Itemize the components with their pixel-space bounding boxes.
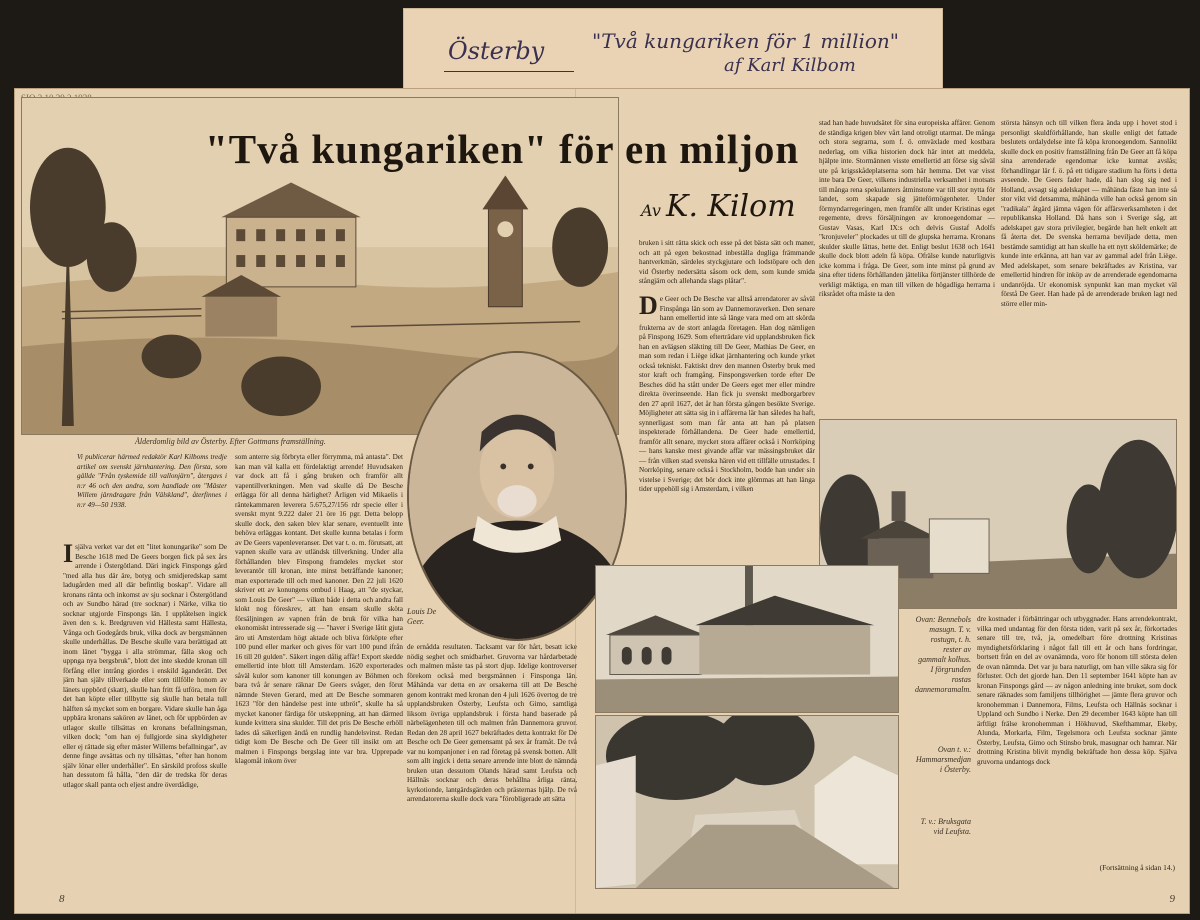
leufsta-street-photo xyxy=(595,715,899,889)
column-4: stad han hade huvudsätet för sina europeiska affärer. Genom de ständiga krigen blev vårt land otroligt utarmat. De många och stora segrarna, som f. ö. omväxlade med kostbara nederlag, om vilka historien dock här intet att meddela, hjälpte inte. Stormännen visste emellertid att förse sig såväl ute på krigsskådeplatserna som här hemma. Det var visst inte bara De Geer, vilkens industriella verksamhet i motsats till många rena spekulanters åtminstone var till stor nytta för landet, som skapade sig jätteförmögenheter. Under förmyndarregeringen, men framför allt under Kristinas eget regemente, drevs försäljningen av kronoegendomar — Gustav Vasas, Karl IX:s och delvis Gustaf Adolfs "kronjuveler" plockades ut till de glupska herrarna. Kronans skulder skulle lättas, hette det. Enligt beslut 1638 och 1641 skulle dock blott adeln få köpa. Ofrälse kunde naturligtvis icke komma i fråga. De Geer, som inte minst på grund av sina efter tidens förhållanden jättelika förtjänster tillhörde de verkligt mäktiga, en man till vilken de högadliga herrarna i riksrådet ofta måste ta den xyxy=(819,119,995,298)
dropcap-i: I xyxy=(63,543,74,568)
landscape-caption: Ålderdomlig bild av Österby. Efter Gottmans framställning. xyxy=(135,437,326,446)
page-number-left: 8 xyxy=(59,893,65,905)
article-byline xyxy=(641,189,796,224)
dropcap-d: D xyxy=(639,295,658,320)
leufsta-caption: T. v.: Bruksgata vid Leufsta. xyxy=(920,817,971,836)
bennebol-caption: Ovan: Bennebols masugn. T. v. rostugn, t. h. rester av gammalt kolhus. I förgrunden rostas dannemoramalm. xyxy=(915,615,972,694)
continued-note: (Fortsättning å sidan 14.) xyxy=(1099,863,1175,872)
hammarsmedjan-photo xyxy=(595,565,899,713)
louis-de-geer-portrait xyxy=(407,351,627,641)
note-author: af Karl Kilbom xyxy=(724,55,856,76)
portrait-caption: Louis De Geer. xyxy=(407,607,437,626)
intro-paragraph: Vi publicerar härmed redaktör Karl Kilboms tredje artikel om svenskt järnhantering. Den första, som gällde "Från tyskemide till vallonjärn", återgavs i n:r 46 och den andra, som handlade om "Mäster Willem järndragare från Välskland", återfinnes i n:r 49—50 1938. xyxy=(77,453,227,509)
column-3a: bruken i sitt rätta skick och esse på det bästa sätt och maner, och att på egen bekostnad inbeställa dugliga främmande hantverkmän, särdeles styckgjutare och lodstöpare och den vid Österby nedersätta såsom ock dem, som kunde smida stångjärn och allehanda slags plåtar". xyxy=(639,239,815,285)
column-3b-text: e Geer och De Besche var alltså arrendatorer av såväl Finspånga län som av Dannemoraverken. Den senare hann emellertid inte så länge vara med om att skörda frukterna av de stort anlagda företagen. Han dog nämligen på Finspong 1629. Som efterträdare vid upplandsbruken fick han en avlägsen släkting till De Geer, Mathias De Geer, en man som redan i Liège idkat järnhantering och kunde yrket också tekniskt. Faktiskt drev den mannen Österby bruk med stor kraft och framgång. Finspongsverken torde efter De Besches död ha stått under De Geers eget mer eller mindre direkta överinseende. Han fick ju svenskt medborgarbrev den 27 april 1627, det år han första gången besökte Sverige. Möjligheter att sätta sig in i affärerna lär han således ha haft, synnerligast som man får anta att han på platsen inspekterade förhållandena. De Geer hade emellertid, framför allt senare, mycket stora affärer också i Norrköping — hans kanske mest givande affär var mässingsbruket där — från vilken stad svenska hären vid ett tillfälle utrustades. I Norrköping, senare också i Stockholm, bodde han under sin vistelse i Sverige; det bör dock inte glömmas att han länga tider uppehöll sig i Amsterdam, i vilken xyxy=(639,295,815,493)
byline-prefix: Av xyxy=(641,201,661,220)
article-headline: "Två kungariken" för en miljon xyxy=(205,126,800,172)
note-title: "Två kungariken för 1 million" xyxy=(592,29,899,53)
handwritten-note xyxy=(403,8,943,90)
column-3b xyxy=(639,295,815,555)
column-1 xyxy=(63,543,227,863)
page-number-right: 9 xyxy=(1169,893,1175,905)
column-6: dre kostnader i förbättringar och utbyggnader. Hans arrendekontrakt, vilka med undantag för den första tiden, varit på sex år, förkortades senare till tre, två, ja, omedelbart före drottning Kristinas myndighetsförklaring i något fall till ett år och hans fordringar, bortsett från en del av ovanämnda, voro för honom till största delen de ovan nämnda. Det var ju bara naturligt, om han ville säkra sig för förluster. Och det gjorde han. Den 11 september 1641 köpte han av kronan Finspongs gård — av någon anledning inte bruket, som dock senare räknades som familjens tillhörighet — jämte flera gruvor och kronohemman i Dannemora, Films, Leufsta och Hällnäs socknar i Uppland och Sundbo i Nerke. Den 29 december 1643 köpte han till ärftligt frälse kronohemman i Hökhuvud, Skefthammar, Ekeby, Alunda, Morkarla, Film, Tegelsmora och Leufsta socknar jämte Österby, Leufsta, Gimo och Stinsbo bruk, masugnar och hamrar. När drottning Kristina blivit myndig bekräftade hon dessa köp. Själva gruvorna undantogs dock xyxy=(977,615,1177,766)
hammarsmedjan-caption: Ovan t. v.: Hammarsmedjan i Österby. xyxy=(915,745,971,774)
column-3c: de ernådda resultaten. Tacksamt var för hårt, besatt icke nödig seghet och smidbarhet. Gruvorna var hårdarbetade och malmen måste tas på stort djup. Idelige kontroverser förekom också med bergsmännen i Finsponga län. Måhända var detta en av orsakerna till att De Besche genom kontrakt med kronan den 4 juli 1626 övertog de tre upplandsbruken Österby, Leufsta och Gimo, samtliga liksom övriga upplandsbruk i första hand baserade på närbelägenheten till och malmen från Dannemora gruvor. Redan den 28 april 1627 bekräftades detta kontrakt för De Besche och De Geer gemensamt på sex år framåt. De två var nu kompanjoner i en rad företag på svensk botten. Allt som allt ingick i detta senare arrende inte blott de nämnda bruken utan dessutom Olands härad samt Leufsta och Hällnäs socknar och deras behållna årliga ränta, kyrkotionde, lantgärdsgärden och prästernas hjälp. De två arrendatorerna skulle dock vara "förobligerade att sätta xyxy=(407,643,577,803)
column-5: största hänsyn och till vilken flera ända upp i hovet stod i personligt skuldförhållande, han skulle enligt det fattade beslutets ordalydelse inte få köpa kronoegendom. Sannolikt skulle dock en positiv framställning från De Geer att få köpa sina arrenderade egendomar icke kunnat avslås; förhandlingar lär f. ö. på ett tidigare stadium ha förts i detta avseende. De Geers fader hade, då han slog sig ned i Holland, avsagt sig adelskapet — måhända fäste han inte så stor vikt vid detsamma, måhända ville han också genom sin "radikala" åtgärd jämna vägen för affärsverksamheten i det republikanska Holland. Då hans son i Sverige såg, att adelskapet gav stora privilegier, begärde han helt enkelt att få återta det. De svenska herrarna beviljade detta, men bestämde samtidigt att han skulle ha ett nytt sköldemärke; de kunde inte erkänna, att han var av gammal adel från Liège. Med adelskapet, som senare bekräftades av Kristina, var emellertid hindren för inköp av de arrenderade egendomarna undanröjda. Ur ekonomisk synpunkt kan man mycket väl förstå De Geer. Han hade på de arrenderade bruken lagt ned större eller min- xyxy=(1001,119,1177,308)
column-1-text: själva verket var det ett "litet konungarike" som De Besche 1618 med De Geers borgen fick på sex års arrende i Östergötland. Däri ingick Finspongs gård "med alla hus där äre, botyg och smidjeredskap samt ladugården med all där befintlig boskap". Vidare all kronans ränta och inkomst av sju socknar i Östergötland och av Sundbo härad (tre socknar) i Närke, vilka tio socknar utgjorde Finspongs län. I upplåtelsen ingick även den s. k. Bredgruven vid Hällesta samt Hällesta, Vånga och Godegårds bruk, vilka dock av bergsmännen skulle underhållas. De Besche skulle vara berättigad att inom länet "bygga i alla strömmar, fälla skog och uppnga nya bergsbruk", blott det inte skedde kronan till förfång eller intrång giordes i enskild äganderätt. Det järn han själv tillverkade eller som tillfölle honom av länets uppbörd (skatt), skulle han fritt få utföra, men för det han köpte eller tillbytte sig skulle han betala tull hälften så mycket som en borgare. Vidare skulle han åga uppbära kronans sakören av länet, och för uppbörden av utlagor skulle tillsättas en kronans befallningsman, vilken dock; "om han ej fullgjorde sina skyldigheter eller ej rättade sig efter mäster Willems befallningar", av denne finge avsättas och ny tillsättas, "efter han honom själv lönar eller underhåller". En särskild profoss skulle han dessutom få hålla, "den där de tredska för deras utlagor skall panta och eljest andre överdådige, xyxy=(63,543,227,789)
column-2: som anterre sig förbryta eller förrymma, må antasta". Det kan man väl kalla ett fördelaktigt arrende! Huvudsaken var dock att få i gång bruken och framför allt vapentillverkningen. Men vad skulle då De Besche erlägga för all denna härlighet? Årligen vid Mikaelis i räntekammaren leverera 5.675,27/156 rdr specie eller i svenskt mynt 9.222 daler 21 öre 16 pgr. Detta belopp skulle dock, den saken blev klar senare, eventuellt inte behöva erläggas kontant. Det skulle kunna betalas i form av De Geers vapenleveranser. Det var t. o. m. förutsatt, att vapnen skulle vara av utländsk tillverkning. Under alla förhållanden blev Finspong framdeles mycket stor leverantör till kronan, inte minst beträffande kanoner; man exporterade till och med kanoner. Den 22 juli 1620 skriver ett av konungens ombud i Haag, att "de styckar, som Louis De Geer" — vilken både i detta och andra fall klokt nog föreskrev, att han ensam skulle sköta försäljningen av vapnen från de bruk för vilka han ekonomiskt intresserade sig — "haver i Sverige låtit gjuta äro uti Amsterdam högt aktade och bliva förköpte efter 100 pund eller marker och gives för vart 100 pund ifrån 16 till 20 gulden". Säkert ingen dålig affär! Export skedde emellertid inte blott till Amsterdam. 1620 exporterades såväl kulor som kanoner till konungen av Böhmen och bara två år senare räknar De Geers svåger, den förut nämnde Steven Gerard, med att De Besche sommaren 1623 "för den händelse pest inte utbröt", skulle ha så mycket kanoner färdiga för utskeppning, att han därmed kunde kvittera sina skulder. Till det pris De Besche erhöll lades då säkerligen ändå en rundlig handelsvinst. Redan tidigt kom De Besche och De Geer till insikt om att malmen i Finspongs bergslag inte var bra. Upprepade klagomål inkom över xyxy=(235,453,403,765)
magazine-spread xyxy=(14,88,1190,914)
byline-signature: K. Kilom xyxy=(666,189,796,224)
note-place: Österby xyxy=(448,37,545,65)
note-underline xyxy=(444,71,574,72)
